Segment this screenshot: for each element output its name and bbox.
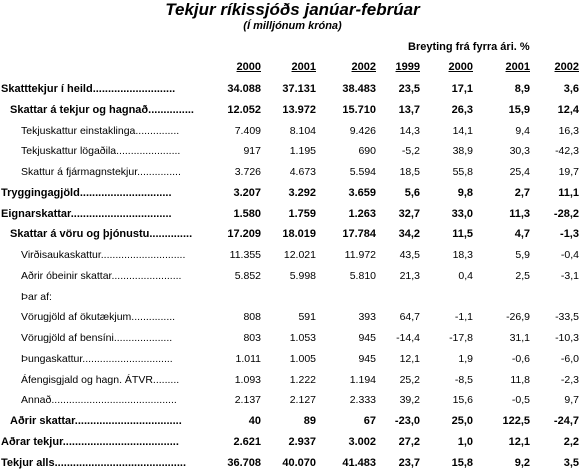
row-label: Þar af: <box>21 290 52 303</box>
table-cell: 12,1 <box>508 435 530 448</box>
table-cell: 17,1 <box>451 83 473 95</box>
table-cell: 23,5 <box>398 83 420 95</box>
table-row <box>0 226 585 242</box>
table-row <box>0 309 585 325</box>
table-cell: -28,2 <box>553 207 579 220</box>
table-row <box>0 164 585 180</box>
table-cell: 2,2 <box>563 435 579 448</box>
table-cell: 3.659 <box>348 186 376 199</box>
table-cell: -26,9 <box>506 311 530 324</box>
table-cell: -17,8 <box>449 332 473 344</box>
table-cell: 8,9 <box>514 83 530 95</box>
row-label: Virðisaukaskattur............................. <box>21 249 186 261</box>
table-cell: -2,3 <box>560 373 579 386</box>
table-cell: 9,7 <box>564 394 579 407</box>
table-cell: 5.594 <box>349 166 376 178</box>
table-cell: 37.131 <box>282 83 316 95</box>
table-cell: 1.222 <box>289 373 316 386</box>
table-cell: 36.708 <box>227 456 261 469</box>
table-cell: -0,6 <box>511 352 530 365</box>
table-cell: 15,6 <box>452 394 473 407</box>
table-cell: 25,2 <box>399 373 420 386</box>
table-cell: 4,7 <box>514 228 530 241</box>
table-cell: 808 <box>243 311 261 324</box>
row-label: Annað........................................... <box>21 394 177 407</box>
table-cell: -6,0 <box>560 352 579 365</box>
table-cell: 19,7 <box>558 166 579 178</box>
row-label: Tryggingagjöld.............................. <box>1 186 172 199</box>
row-label: Skattar á tekjur og hagnað............... <box>10 103 194 116</box>
table-cell: 4.673 <box>289 166 316 178</box>
table-cell: 2.137 <box>234 394 261 407</box>
row-label: Eignarskattar................................. <box>1 207 172 220</box>
table-cell: 9,4 <box>515 124 530 137</box>
table-cell: 12,1 <box>399 352 420 365</box>
table-cell: -42,3 <box>555 145 579 158</box>
table-cell: -1,1 <box>454 311 473 324</box>
table-cell: -0,4 <box>560 249 579 261</box>
table-cell: 34,2 <box>398 228 420 241</box>
column-header-row <box>0 61 585 75</box>
table-cell: 945 <box>358 352 376 365</box>
column-header: 2000 <box>448 61 473 73</box>
table-cell: 2,5 <box>515 269 530 282</box>
table-cell: 1,9 <box>458 352 473 365</box>
table-cell: 3.292 <box>288 186 316 199</box>
column-header: 2001 <box>291 61 316 73</box>
table-cell: 16,3 <box>558 124 579 137</box>
table-title: Tekjur ríkissjóðs janúar-febrúar <box>165 0 420 19</box>
table-cell: 5,9 <box>515 249 530 261</box>
table-cell: 13.972 <box>282 103 316 116</box>
row-label: Skatttekjur í heild........................... <box>1 83 176 95</box>
table-cell: 43,5 <box>399 249 420 261</box>
table-row <box>0 392 585 408</box>
table-cell: 11.972 <box>344 249 376 261</box>
change-header: Breyting frá fyrra ári. % <box>408 41 530 53</box>
table-row <box>0 123 585 139</box>
row-label: Þungaskattur............................... <box>21 352 173 365</box>
table-cell: -10,3 <box>555 332 579 344</box>
table-cell: -5,2 <box>401 145 420 158</box>
table-cell: 9,8 <box>457 186 473 199</box>
table-row <box>0 372 585 388</box>
table-row <box>0 185 585 201</box>
row-label: Skattur á fjármagnstekjur............... <box>21 166 181 178</box>
table-cell: 40 <box>248 415 261 427</box>
table-cell: 1.580 <box>233 207 261 220</box>
table-cell: 21,3 <box>399 269 420 282</box>
row-label: Tekjur alls........................................... <box>1 456 187 469</box>
table-row <box>0 268 585 284</box>
table-cell: 2.333 <box>349 394 376 407</box>
table-cell: 591 <box>298 311 316 324</box>
table-cell: 1.263 <box>348 207 376 220</box>
row-label: Aðrir skattar................................... <box>10 415 182 427</box>
row-label: Tekjuskattur einstaklinga............... <box>21 124 180 137</box>
table-row <box>0 143 585 159</box>
table-cell: 393 <box>358 311 376 324</box>
table-row <box>0 351 585 367</box>
table-cell: 11,5 <box>452 228 473 241</box>
column-header: 2002 <box>554 61 579 73</box>
table-cell: 9.426 <box>349 124 376 137</box>
table-cell: 2.621 <box>233 435 261 448</box>
row-label: Tekjuskattur lögaðila...................... <box>21 145 181 158</box>
table-cell: 1.195 <box>289 145 316 158</box>
table-cell: 3,6 <box>563 83 579 95</box>
row-label: Vörugjöld af ökutækjum............... <box>21 311 176 324</box>
table-cell: 2.127 <box>289 394 316 407</box>
column-header: 2001 <box>505 61 530 73</box>
table-cell: 11,3 <box>509 207 530 220</box>
table-cell: 2.937 <box>288 435 316 448</box>
row-label: Áfengisgjald og hagn. ÁTVR......... <box>21 373 180 386</box>
table-cell: 12,4 <box>557 103 579 116</box>
table-row <box>0 206 585 222</box>
table-row <box>0 413 585 429</box>
column-header: 1999 <box>395 61 420 73</box>
table-cell: 1.011 <box>235 352 261 365</box>
table-cell: 5.810 <box>349 269 376 282</box>
table-cell: 40.070 <box>282 456 316 469</box>
table-cell: -3,1 <box>560 269 579 282</box>
table-cell: 5,6 <box>404 186 420 199</box>
table-cell: 917 <box>243 145 261 158</box>
row-label: Aðrar tekjur...................................... <box>1 435 179 448</box>
table-cell: 30,3 <box>509 145 530 158</box>
table-cell: 15.710 <box>342 103 376 116</box>
table-row <box>0 81 585 97</box>
table-row <box>0 102 585 118</box>
table-cell: 1,0 <box>457 435 473 448</box>
table-row <box>0 289 585 305</box>
table-cell: 27,2 <box>398 435 420 448</box>
table-cell: 12.052 <box>227 103 261 116</box>
table-cell: 55,8 <box>452 166 473 178</box>
table-cell: 690 <box>358 145 376 158</box>
table-cell: 8.104 <box>289 124 316 137</box>
table-cell: 15,8 <box>451 456 473 469</box>
table-cell: 34.088 <box>227 83 261 95</box>
table-cell: 5.852 <box>234 269 261 282</box>
table-cell: 15,9 <box>508 103 530 116</box>
table-cell: 11.355 <box>229 249 261 261</box>
table-cell: 11,1 <box>558 186 579 199</box>
row-label: Skattar á vöru og þjónustu.............. <box>10 228 193 241</box>
table-cell: 13,7 <box>398 103 420 116</box>
table-cell: -14,4 <box>396 332 420 344</box>
table-cell: 3.002 <box>348 435 376 448</box>
table-cell: 122,5 <box>502 415 530 427</box>
table-cell: 3.207 <box>233 186 261 199</box>
table-cell: 14,1 <box>452 124 473 137</box>
table-cell: 0,4 <box>458 269 473 282</box>
table-cell: 64,7 <box>399 311 420 324</box>
table-cell: 945 <box>358 332 376 344</box>
column-header: 2002 <box>351 61 376 73</box>
table-cell: 39,2 <box>399 394 420 407</box>
table-cell: -8,5 <box>454 373 473 386</box>
table-cell: 17.209 <box>227 228 261 241</box>
table-cell: -1,3 <box>560 228 579 241</box>
table-cell: -0,5 <box>511 394 530 407</box>
row-label: Vörugjöld af bensíni.................... <box>21 332 173 344</box>
table-cell: 32,7 <box>398 207 420 220</box>
table-cell: -33,5 <box>555 311 579 324</box>
table-cell: 9,2 <box>514 456 530 469</box>
table-cell: -24,7 <box>553 415 579 427</box>
table-row <box>0 247 585 263</box>
table-cell: 23,7 <box>398 456 420 469</box>
table-cell: 11,8 <box>510 373 530 386</box>
table-cell: 26,3 <box>451 103 473 116</box>
column-header: 2000 <box>236 61 261 73</box>
table-cell: 2,7 <box>514 186 530 199</box>
table-cell: 3,5 <box>563 456 579 469</box>
table-cell: 803 <box>243 332 261 344</box>
table-cell: 1.759 <box>288 207 316 220</box>
table-cell: 18,5 <box>399 166 420 178</box>
table-cell: 1.005 <box>289 352 316 365</box>
table-cell: 14,3 <box>399 124 420 137</box>
table-cell: 33,0 <box>451 207 473 220</box>
table-cell: -23,0 <box>394 415 420 427</box>
table-cell: 3.726 <box>234 166 261 178</box>
table-cell: 18,3 <box>452 249 473 261</box>
table-cell: 25,0 <box>451 415 473 427</box>
table-cell: 1.053 <box>289 332 316 344</box>
table-cell: 25,4 <box>509 166 530 178</box>
table-cell: 1.194 <box>349 373 376 386</box>
table-cell: 38,9 <box>452 145 473 158</box>
table-cell: 41.483 <box>342 456 376 469</box>
table-cell: 7.409 <box>234 124 261 137</box>
table-cell: 12.021 <box>283 249 316 261</box>
row-label: Aðrir óbeinir skattar........................ <box>21 269 182 282</box>
table-cell: 38.483 <box>342 83 376 95</box>
table-cell: 5.998 <box>289 269 316 282</box>
table-cell: 31,1 <box>509 332 530 344</box>
table-row <box>0 434 585 450</box>
table-cell: 67 <box>363 415 376 427</box>
table-cell: 1.093 <box>234 373 261 386</box>
table-subtitle: (Í milljónum króna) <box>243 20 342 32</box>
table-cell: 89 <box>303 415 316 427</box>
table-cell: 17.784 <box>342 228 376 241</box>
table-row <box>0 330 585 346</box>
table-cell: 18.019 <box>282 228 316 241</box>
